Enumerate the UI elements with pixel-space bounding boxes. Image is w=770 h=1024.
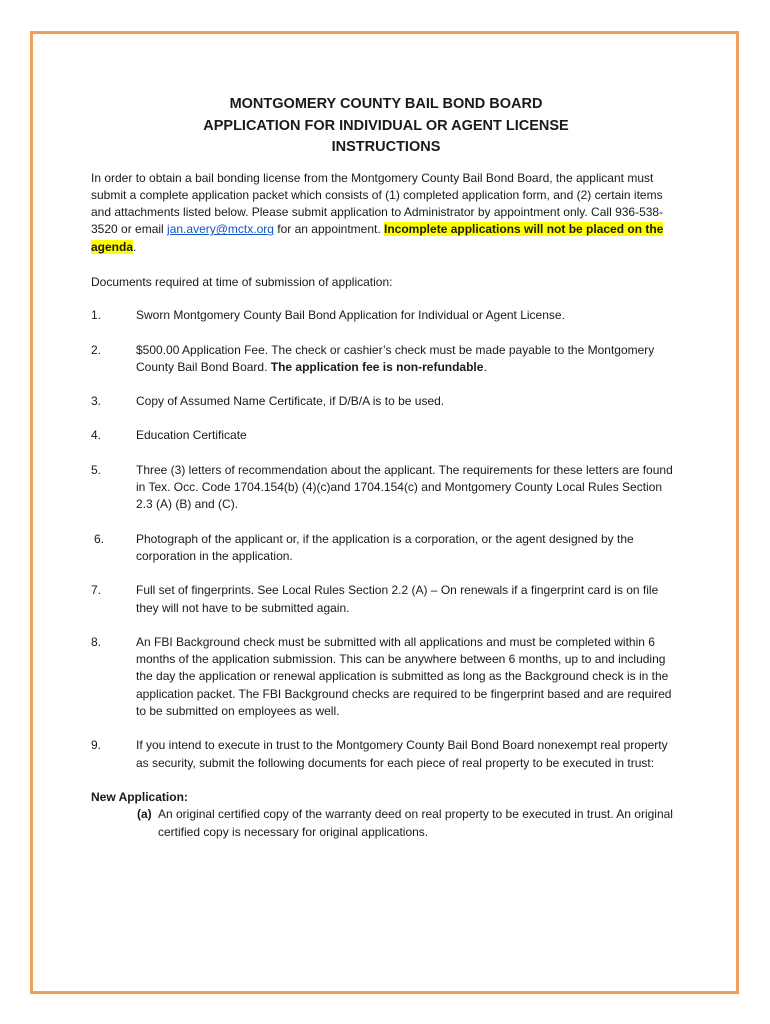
item-number: 1. [91,308,102,323]
list-item [91,582,681,617]
item-end: . [483,359,487,374]
item-text: Sworn Montgomery County Bail Bond Application for Individual or Agent License. [136,308,565,323]
item-text: Photograph of the applicant or, if the application is a corporation, or the agent designed by the corporation in the application. [136,531,634,563]
new-application-heading: New Application: [91,789,188,804]
list-item [91,342,681,377]
item-number: 4. [91,428,102,443]
document-title [91,94,681,159]
title-line-2: APPLICATION FOR INDIVIDUAL OR AGENT LICENSE [203,117,569,134]
item-text: Copy of Assumed Name Certificate, if D/B/A is to be used. [136,394,445,409]
title-line-3: INSTRUCTIONS [331,139,441,155]
document-body [91,94,681,841]
item-text: An FBI Background check must be submitted with all applications and must be completed within 6 months of the application submission. This can be anywhere between 6 months, up to and including the day the application or renewal application is submitted as long as the Background check is in the application packet. The FBI Background checks are required to be fingerprint based and are required to be submitted on employees as well. [136,634,672,719]
item-number: 2. [91,342,102,357]
intro-after-email: for an appointment. [273,222,385,237]
sub-item-text: An original certified copy of the warranty deed on real property to be executed in trust. An original certified copy is necessary for original applications. [158,807,673,839]
list-item [91,427,681,444]
item-text: Full set of fingerprints. See Local Rules Section 2.2 (A) – On renewals if a fingerprint card is on file they will not have to be submitted again. [136,583,659,615]
documents-required-heading: Documents required at time of submission of application: [91,274,393,289]
item-text: Education Certificate [136,428,247,443]
item-number: 3. [91,394,102,409]
sub-list-item [91,806,681,841]
item-bold-text: The application fee is non-refundable [270,359,484,374]
title-line-1: MONTGOMERY COUNTY BAIL BOND BOARD [229,96,543,112]
intro-text: In order to obtain a bail bonding license from the Montgomery County Bail Bond Board, the applicant must submit a complete application packet which consists of (1) completed application form, and (2) certain items and attachments listed below. Please submit application to Administrator by appointment only. Call 936-538-3520 or email [91,170,664,237]
item-text: $500.00 Application Fee. The check or cashier’s check must be made payable to the Montgomery County Bail Bond Board. [136,342,655,374]
item-number: 5. [91,462,102,477]
item-number: 7. [91,583,102,598]
item-text: If you intend to execute in trust to the Montgomery County Bail Bond Board nonexempt real property as security, submit the following documents for each piece of real property to be executed in trust: [136,738,668,770]
email-link[interactable]: jan.avery@mctx.org [167,222,274,237]
list-item [91,634,681,720]
item-number: 9. [91,738,102,753]
item-number: 6. [94,531,105,546]
item-number: 8. [91,634,102,649]
agenda-warning-highlight: Incomplete applications will not be placed on the agenda [91,222,664,254]
intro-paragraph [91,170,681,256]
list-item [91,307,681,324]
list-item [91,462,681,514]
intro-end: . [133,239,137,254]
list-item [91,737,681,772]
sub-item-letter: (a) [137,807,152,822]
list-item [91,393,681,410]
item-text: Three (3) letters of recommendation about the applicant. The requirements for these letters are found in Tex. Occ. Code 1704.154(b) (4)(c)and 1704.154(c) and Montgomery County Local Rules Section 2.3 (A) (B) and (C). [136,462,673,512]
list-item [91,531,681,566]
requirements-list [91,307,681,772]
